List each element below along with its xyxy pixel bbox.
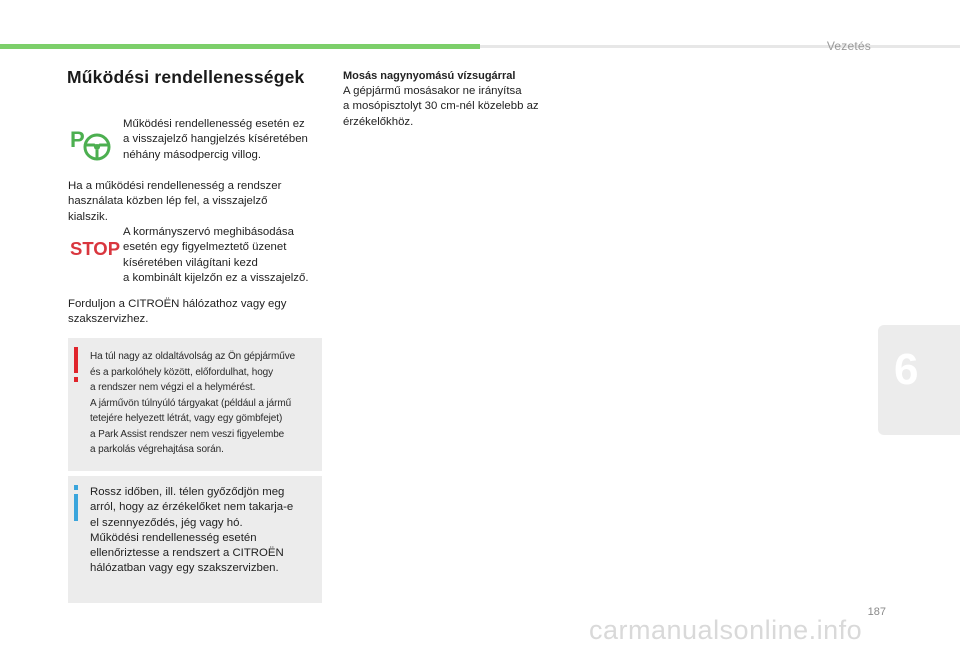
info-i-icon (72, 485, 80, 521)
header-accent-bar (0, 44, 480, 49)
chapter-tab (878, 325, 960, 435)
header-divider (480, 45, 960, 48)
page-number: 187 (867, 606, 886, 618)
paragraph-lamp-off: Ha a működési rendellenesség a rendszer használata közben lép fel, a visszajelző kialszik. (68, 180, 282, 223)
warning-exclamation-icon (72, 347, 80, 383)
chapter-number: 6 (894, 345, 919, 394)
info-box (68, 476, 322, 603)
washing-heading: Mosás nagynyomású vízsugárral (343, 70, 516, 82)
info-text: Rossz időben, ill. télen győződjön meg arról, hogy az érzékelőket nem takarja-e el szennyeződés, jég vagy hó. Működési rendellenesség esetén ellenőriztesse a rendszert a CITROËN hálózatban vagy egy szakszervizben. (90, 486, 294, 575)
watermark: carmanualsonline.info (589, 615, 863, 645)
paragraph-steering-fault: A kormányszervó meghibásodása esetén egy figyelmeztető üzenet kíséretében világítani kezd a kombinált kijelzőn ez a visszajelző. (123, 226, 309, 284)
section-name: Vezetés (826, 39, 871, 53)
park-assist-warning-icon (70, 124, 114, 164)
page-title: Működési rendellenességek (67, 67, 305, 87)
paragraph-blinking-lamp: Működési rendellenesség esetén ez a visszajelző hangjelzés kíséretében néhány másodpercig villog. (123, 118, 308, 161)
paragraph-contact-network: Forduljon a CITROËN hálózathoz vagy egy szakszervizhez. (68, 298, 287, 326)
washing-text: A gépjármű mosásakor ne irányítsa a mosópisztolyt 30 cm-nél közelebb az érzékelőkhöz. (343, 85, 539, 128)
stop-warning-icon (70, 238, 121, 259)
warning-box (68, 338, 322, 471)
stop-label: STOP (70, 238, 121, 259)
warning-text: Ha túl nagy az oldaltávolság az Ön gépjárműve és a parkolóhely között, előfordulhat, hogy a rendszer nem végzi el a helymérést. A járművön túlnyúló tárgyakat (például a jármű tetejére helyezett létrát, vagy egy gömbfejet) a Park Assist rendszer nem veszi figyelembe a parkolás végrehajtása során. (90, 351, 296, 455)
park-letter: P (70, 127, 85, 152)
